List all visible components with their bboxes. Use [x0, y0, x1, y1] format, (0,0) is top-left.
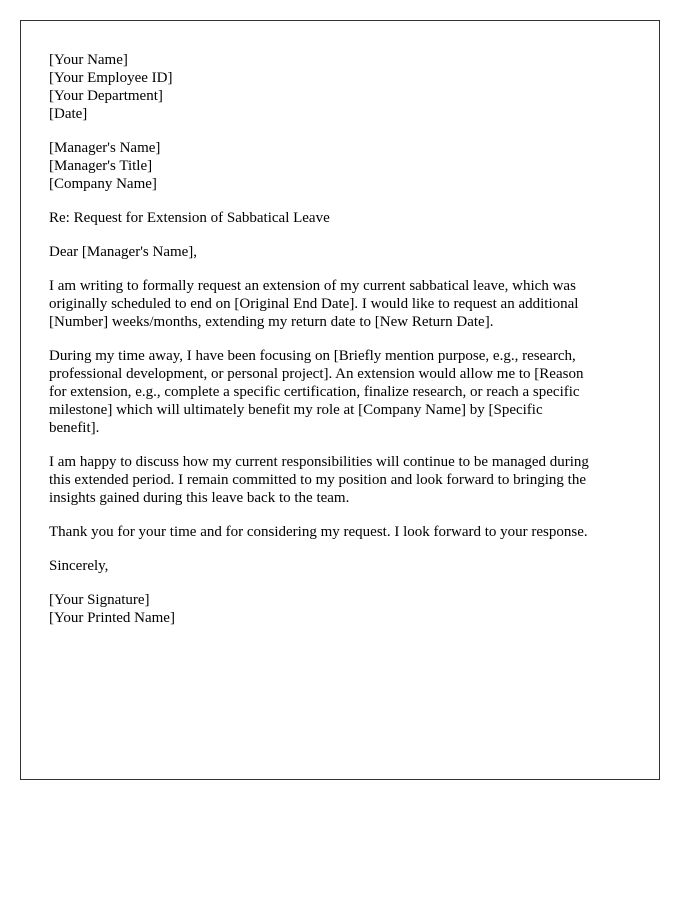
- sender-block: [49, 51, 631, 123]
- body-line: this extended period. I remain committed to my position and look forward to bringing the: [49, 472, 586, 488]
- recipient-company: [Company Name]: [49, 176, 157, 192]
- body-line: [Number] weeks/months, extending my return date to [New Return Date].: [49, 314, 494, 330]
- sender-department: [Your Department]: [49, 88, 163, 104]
- printed-name: [Your Printed Name]: [49, 610, 175, 626]
- body-line: professional development, or personal project]. An extension would allow me to [Reason: [49, 366, 584, 382]
- body-paragraph-2: [49, 347, 631, 437]
- body-line: During my time away, I have been focusing on [Briefly mention purpose, e.g., research,: [49, 348, 576, 364]
- letter-page: [20, 20, 660, 780]
- recipient-title: [Manager's Title]: [49, 158, 153, 174]
- body-paragraph-4: [49, 523, 631, 541]
- signature-block: [49, 591, 631, 627]
- body-paragraph-1: [49, 277, 631, 331]
- body-paragraph-3: [49, 453, 631, 507]
- body-line: milestone] which will ultimately benefit my role at [Company Name] by [Specific: [49, 402, 543, 418]
- recipient-name: [Manager's Name]: [49, 140, 161, 156]
- closing-text: Sincerely,: [49, 558, 109, 574]
- subject-line: [49, 209, 631, 227]
- body-line: I am happy to discuss how my current responsibilities will continue to be managed during: [49, 454, 589, 470]
- letter-date: [Date]: [49, 106, 88, 122]
- signature-line: [Your Signature]: [49, 592, 150, 608]
- body-line: originally scheduled to end on [Original End Date]. I would like to request an additional: [49, 296, 579, 312]
- sender-name: [Your Name]: [49, 52, 128, 68]
- salutation-text: Dear [Manager's Name],: [49, 244, 198, 260]
- sender-employee-id: [Your Employee ID]: [49, 70, 173, 86]
- body-line: insights gained during this leave back to the team.: [49, 490, 350, 506]
- body-line: for extension, e.g., complete a specific certification, finalize research, or reach a specific: [49, 384, 580, 400]
- body-line: I am writing to formally request an extension of my current sabbatical leave, which was: [49, 278, 576, 294]
- salutation: [49, 243, 631, 261]
- body-line: Thank you for your time and for considering my request. I look forward to your response.: [49, 524, 588, 540]
- closing: [49, 557, 631, 575]
- subject-text: Re: Request for Extension of Sabbatical Leave: [49, 210, 330, 226]
- recipient-block: [49, 139, 631, 193]
- body-line: benefit].: [49, 420, 100, 436]
